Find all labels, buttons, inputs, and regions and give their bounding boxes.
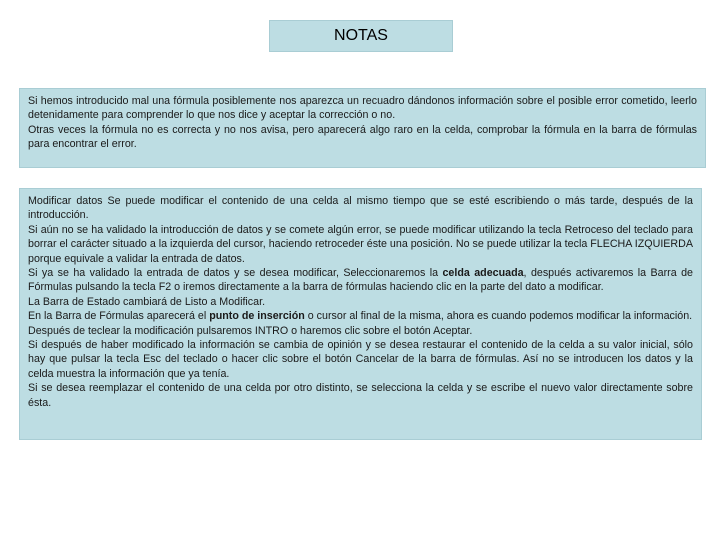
paragraph: Si aún no se ha validado la introducción de datos y se comete algún error, se puede modificar utilizando la tecla Retroceso del teclado para borrar el carácter situado a la izquierda del cursor, haciendo retroceder éste una posición. No se puede utilizar la tecla FLECHA IZQUIERDA porque equivale a validar la entrada de datos.	[28, 223, 693, 265]
bold-text: celda adecuada	[442, 267, 524, 280]
text-run: Si ya se ha validado la entrada de datos y se desea modificar, Seleccionaremos la	[28, 267, 443, 280]
paragraph: La Barra de Estado cambiará de Listo a Modificar.	[28, 295, 266, 308]
note-box-modify-data	[19, 188, 702, 440]
text-run: o cursor al final de la misma, ahora es cuando podemos modificar la información.	[304, 310, 693, 323]
paragraph: Después de teclear la modificación pulsaremos INTRO o haremos clic sobre el botón Aceptar.	[28, 324, 473, 337]
paragraph	[28, 266, 693, 295]
paragraph	[28, 309, 693, 323]
paragraph: Si se desea reemplazar el contenido de una celda por otro distinto, se selecciona la celda y se escribe el nuevo valor directamente sobre ésta.	[28, 382, 693, 409]
text-run: En la Barra de Fórmulas aparecerá el	[28, 310, 210, 323]
paragraph: Si hemos introducido mal una fórmula posiblemente nos aparezca un recuadro dándonos información sobre el posible error cometido, leerlo detenidamente para comprender lo que nos dice y aceptar la corrección o no.	[28, 95, 697, 122]
paragraph: Modificar datos Se puede modificar el contenido de una celda al mismo tiempo que se esté escribiendo o más tarde, después de la introducción.	[28, 195, 693, 222]
text-run: , después activaremos la Barra de Fórmulas pulsando la tecla F2 o iremos directamente a la barra de fórmulas haciendo clic en la parte del dato a modificar.	[28, 267, 693, 294]
paragraph: Si después de haber modificado la información se cambia de opinión y se desea restaurar el contenido de la celda a su valor inicial, sólo hay que pulsar la tecla Esc del teclado o hacer clic sobre el botón Cancelar de la barra de fórmulas. Así no se introducen los datos y la celda muestra la información que ya tenía.	[28, 339, 693, 380]
paragraph: Otras veces la fórmula no es correcta y no nos avisa, pero aparecerá algo raro en la celda, comprobar la fórmula en la barra de fórmulas para encontrar el error.	[28, 123, 697, 151]
note-box-formula-errors	[19, 88, 706, 168]
page-title: NOTAS	[269, 20, 453, 52]
bold-text: punto de inserción	[209, 310, 305, 323]
